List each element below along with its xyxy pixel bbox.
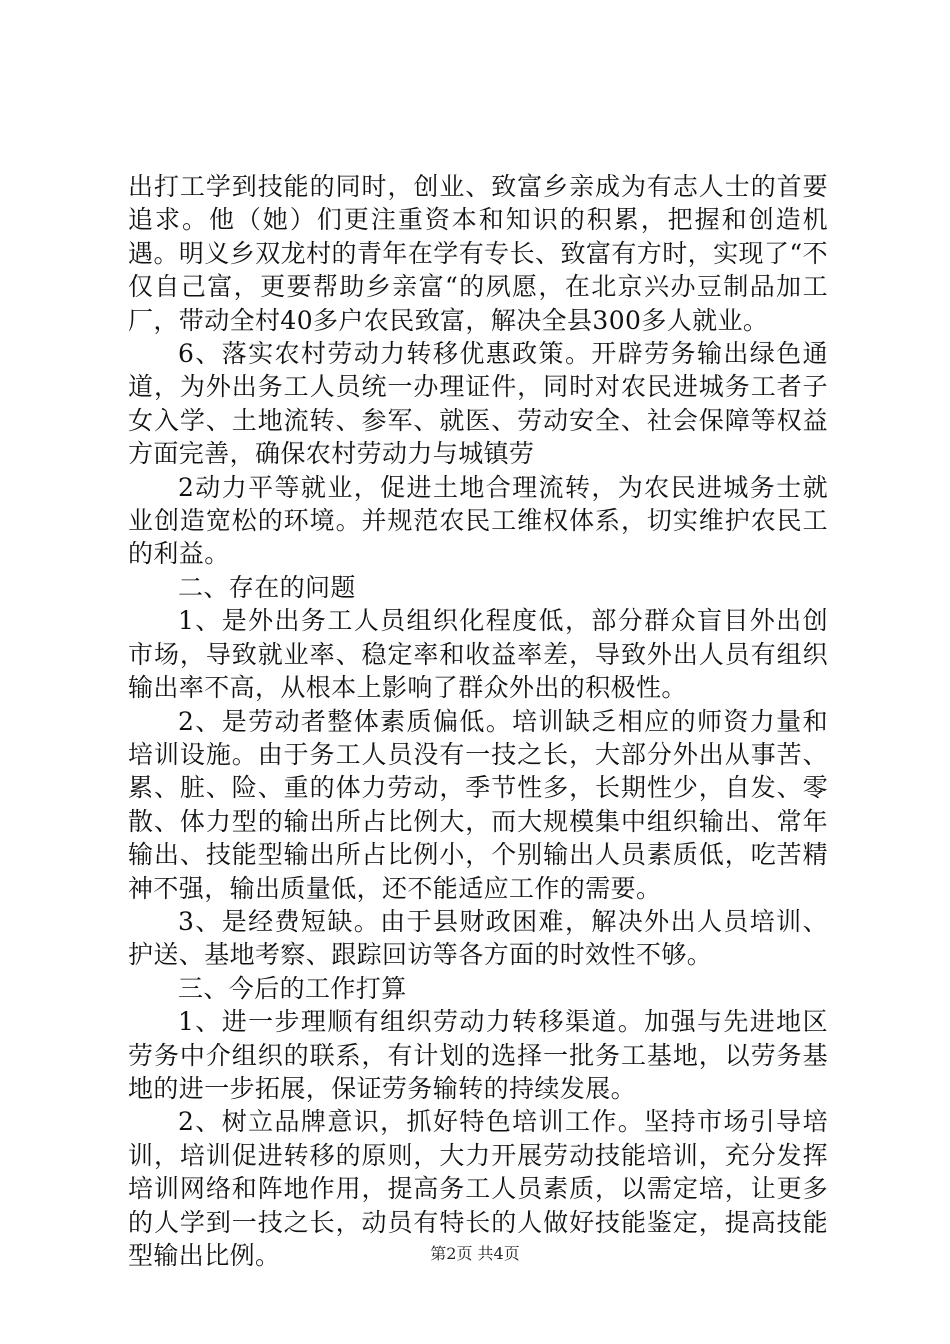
paragraph-9: 1、进一步理顺有组织劳动力转移渠道。加强与先进地区劳务中介组织的联系，有计划的选择一批务工基地，以劳务基地的进一步拓展，保证劳务输转的持续发展。 <box>128 1007 828 1103</box>
section-heading-plans: 三、今后的工作打算 <box>178 973 407 1003</box>
paragraph-5: 1、是外出务工人员组织化程度低，部分群众盲目外出创市场，导致就业率、稳定率和收益率差，导致外出人员有组织输出率不高，从根本上影响了群众外出的积极性。 <box>128 606 828 703</box>
paragraph-1: 出打工学到技能的同时，创业、致富乡亲成为有志人士的首要追求。他（她）们更注重资本和知识的积累，把握和创造机遇。明义乡双龙村的青年在学有专长、致富有方时，实现了“不仅自己富，更要帮助乡亲富“的夙愿，在北京兴办豆制品加工厂，带动全村40多户农民致富，解决全县300多人就业。 <box>128 172 828 335</box>
document-body <box>128 170 828 1272</box>
paragraph-2: 6、落实农村劳动力转移优惠政策。开辟劳务输出绿色通道，为外出务工人员统一办理证件，同时对农民进城务工者子女入学、土地流转、参军、就医、劳动安全、社会保障等权益方面完善，确保农村劳动力与城镇劳 <box>128 339 828 469</box>
paragraph-7: 3、是经费短缺。由于县财政困难，解决外出人员培训、护送、基地考察、跟踪回访等各方面的时效性不够。 <box>128 906 828 970</box>
section-heading-problems: 二、存在的问题 <box>178 572 356 602</box>
page-footer: 第2页 共4页 <box>430 1244 520 1263</box>
paragraph-3: 2动力平等就业，促进土地合理流转，为农民进城务士就业创造宽松的环境。并规范农民工维权体系，切实维护农民工的利益。 <box>128 472 828 569</box>
paragraph-10: 2、树立品牌意识，抓好特色培训工作。坚持市场引导培训，培训促进转移的原则，大力开展劳动技能培训，充分发挥培训网络和阵地作用，提高务工人员素质，以需定培，让更多的人学到一技之长，动员有特长的人做好技能鉴定，提高技能型输出比例。 <box>128 1107 828 1270</box>
paragraph-6: 2、是劳动者整体素质偏低。培训缺乏相应的师资力量和培训设施。由于务工人员没有一技之长，大部分外出从事苦、累、脏、险、重的体力劳动，季节性多，长期性少，自发、零散、体力型的输出所占比例大，而大规模集中组织输出、常年输出、技能型输出所占比例小，个别输出人员素质低，吃苦精神不强，输出质量低，还不能适应工作的需要。 <box>128 706 828 903</box>
